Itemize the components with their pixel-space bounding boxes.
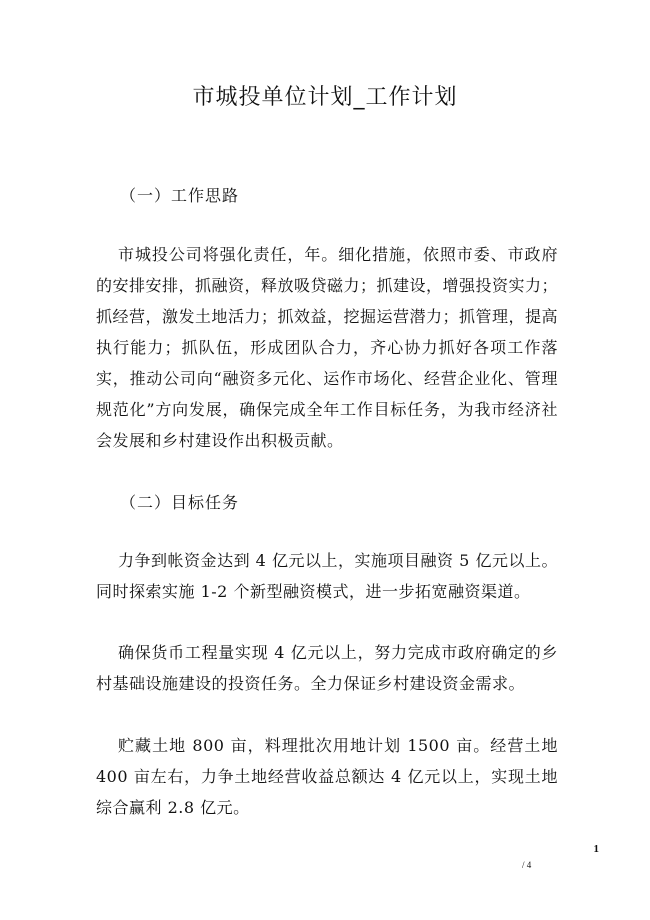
paragraph-land-target: 贮藏土地 800 亩，料理批次用地计划 1500 亩。经营土地 400 亩左右，力争土地经营收益总额达 4 亿元以上，实现土地综合赢利 2.8 亿元。 bbox=[96, 736, 558, 817]
paragraph-work-approach: 市城投公司将强化责任，年。细化措施，依照市委、市政府的安排安排，抓融资，释放吸贷磁力；抓建设，增强投资实力；抓经营，激发土地活力；抓效益，挖掘运营潜力；抓管理，提高执行能力；抓队伍，形成团队合力，齐心协力抓好各项工作落实，推动公司向“融资多元化、运作市场化、经营企业化、管理规范化”方向发展，确保完成全年工作目标任务，为我市经济社会发展和乡村建设作出积极贡献。 bbox=[96, 245, 559, 450]
paragraph-financing-target: 力争到帐资金达到 4 亿元以上，实施项目融资 5 亿元以上。同时探索实施 1-2 个新型融资模式，进一步拓宽融资渠道。 bbox=[96, 551, 558, 601]
page-total: / 4 bbox=[522, 860, 532, 870]
paragraph-investment-target: 确保货币工程量实现 4 亿元以上，努力完成市政府确定的乡村基础设施建设的投资任务。全力保证乡村建设资金需求。 bbox=[96, 643, 558, 693]
section-heading-work-approach: （一）工作思路 bbox=[120, 186, 240, 205]
section-heading-targets: （二）目标任务 bbox=[120, 493, 240, 512]
page-number: 1 bbox=[593, 843, 599, 855]
document-title: 市城投单位计划_工作计划 bbox=[192, 85, 458, 110]
